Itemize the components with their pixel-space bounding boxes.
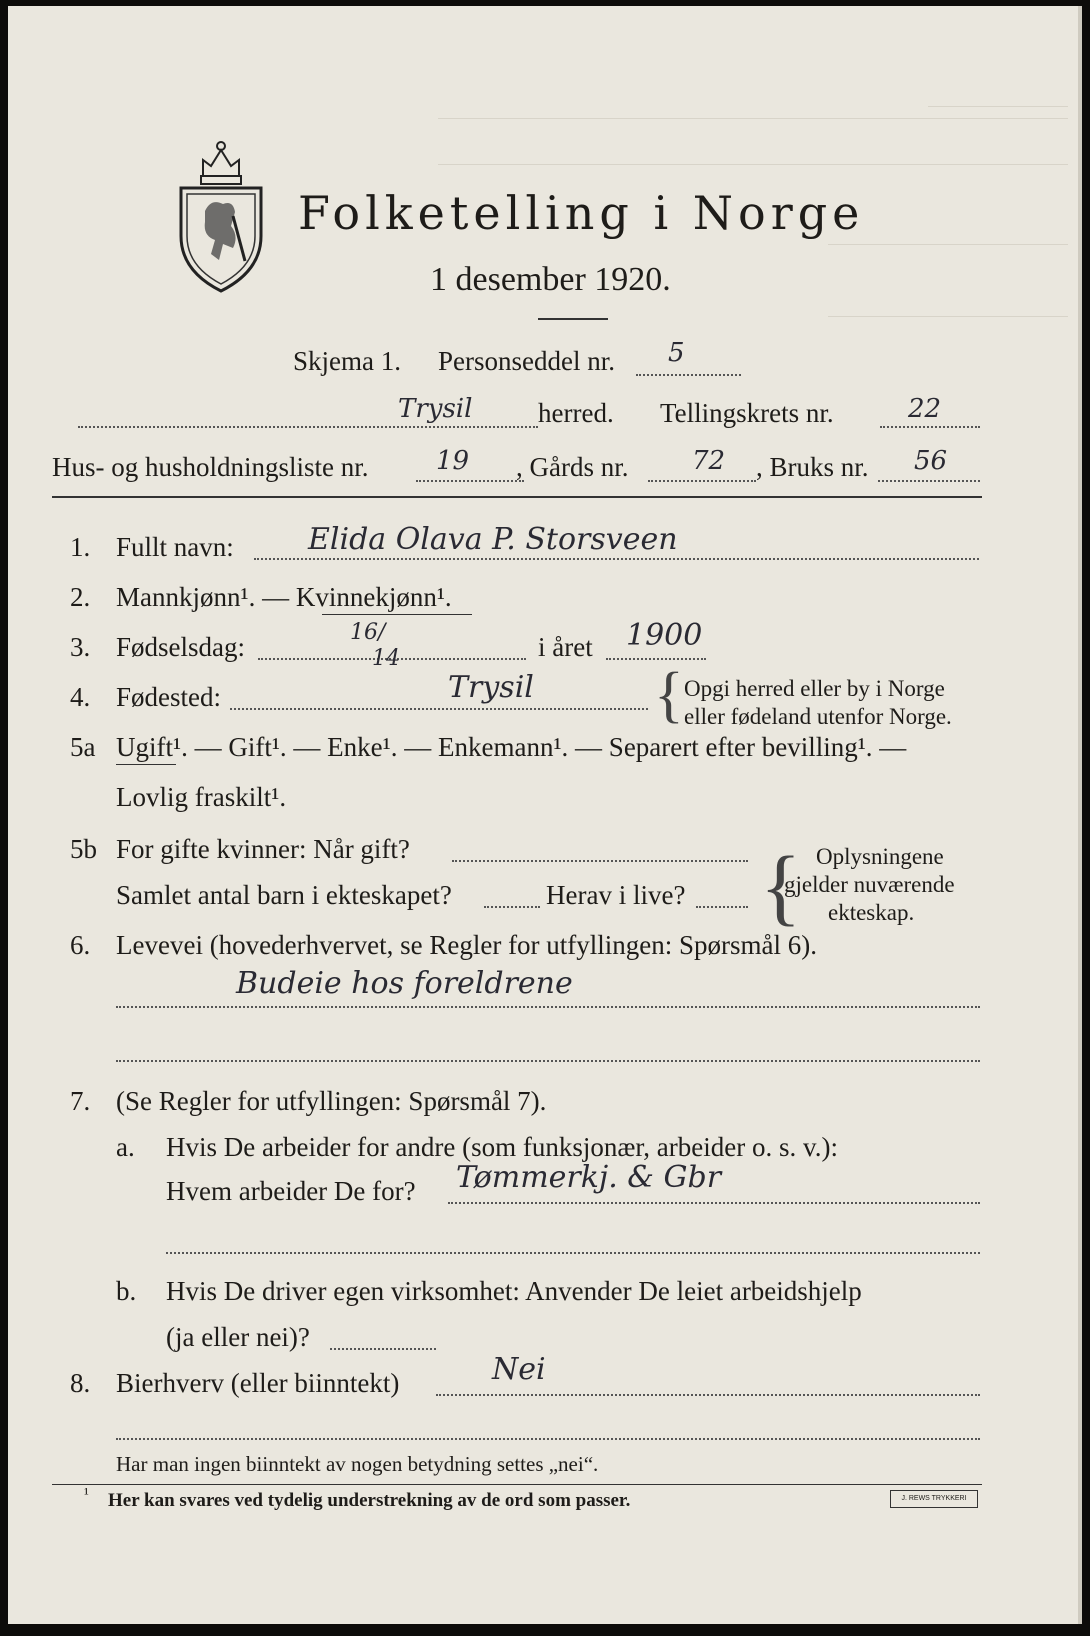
birthday-day-value[interactable]: 16/: [350, 620, 386, 645]
q5b-married-when-label: For gifte kvinner: Når gift?: [116, 834, 410, 864]
q5b-number: 5b: [70, 834, 97, 864]
marital-status-options-line2[interactable]: Lovlig fraskilt¹.: [116, 782, 287, 812]
side-income-dotted-line: [436, 1394, 980, 1396]
q1-number: 1.: [70, 532, 91, 562]
married-when-dotted-line: [452, 860, 748, 862]
children-dotted-line: [484, 906, 540, 908]
alive-dotted-line: [696, 906, 748, 908]
footer-note: Har man ingen biinntekt av nogen betydning settes „nei“.: [116, 1452, 599, 1476]
q5b-note-line3: ekteskap.: [828, 900, 915, 925]
bruks-label: , Bruks nr.: [756, 452, 869, 482]
q5b-note-line2: gjelder nuværende: [784, 872, 955, 897]
gards-value[interactable]: 72: [692, 446, 726, 476]
norwegian-coat-of-arms-icon: [173, 136, 269, 294]
gards-label: , Gårds nr.: [516, 452, 629, 482]
birthplace-dotted-line: [230, 708, 648, 710]
q5b-note-line1: Oplysningene: [816, 844, 944, 869]
q2-number: 2.: [70, 582, 91, 612]
q4-label: Fødested:: [116, 682, 221, 712]
herred-label: herred.: [538, 398, 614, 428]
q8-label: Bierhverv (eller biinntekt): [116, 1368, 400, 1398]
hus-label: Hus- og husholdningsliste nr.: [52, 452, 369, 482]
marital-status-underline: [116, 764, 176, 765]
employer-dotted-line: [448, 1202, 980, 1204]
q3-number: 3.: [70, 632, 91, 662]
footnote-mark: ¹: [84, 1486, 89, 1503]
q7a-employer-label: Hvem arbeider De for?: [166, 1176, 416, 1206]
bleed-through-line: [828, 244, 1068, 245]
bleed-through-line: [928, 106, 1068, 107]
personseddel-dotted-line: [636, 374, 741, 376]
q5a-number: 5a: [70, 732, 96, 762]
q8-number: 8.: [70, 1368, 91, 1398]
title-divider: [538, 318, 608, 320]
year-label: i året: [538, 632, 593, 662]
tellingskrets-dotted-line: [880, 426, 980, 428]
herred-dotted-line: [78, 426, 538, 428]
birthplace-note-line1: Opgi herred eller by i Norge: [684, 676, 945, 701]
birth-year-value[interactable]: 1900: [626, 618, 703, 653]
birthday-month-value[interactable]: 14: [372, 646, 400, 671]
q1-label: Fullt navn:: [116, 532, 234, 562]
q7a-letter: a.: [116, 1132, 135, 1162]
hus-value[interactable]: 19: [436, 446, 470, 476]
q5b-alive-label: Herav i live?: [546, 880, 686, 910]
q7b-line2: (ja eller nei)?: [166, 1322, 310, 1352]
q7-number: 7.: [70, 1086, 91, 1116]
q7-label: (Se Regler for utfyllingen: Spørsmål 7).: [116, 1086, 547, 1116]
census-date: 1 desember 1920.: [430, 261, 671, 298]
gards-dotted-line: [648, 480, 756, 482]
q6-number: 6.: [70, 930, 91, 960]
q3-label: Fødselsdag:: [116, 632, 246, 662]
bleed-through-line: [438, 118, 1068, 119]
q5b-children-label: Samlet antal barn i ekteskapet?: [116, 880, 452, 910]
skjema-label: Skjema 1.: [293, 346, 401, 376]
tellingskrets-value[interactable]: 22: [908, 394, 942, 424]
q7b-letter: b.: [116, 1276, 137, 1306]
census-form-sheet: [8, 6, 1082, 1624]
q6-label: Levevei (hovederhvervet, se Regler for utfyllingen: Spørsmål 6).: [116, 930, 818, 960]
hus-dotted-line: [416, 480, 524, 482]
personseddel-value[interactable]: 5: [668, 338, 685, 368]
form-title: Folketelling i Norge: [298, 186, 865, 240]
birthplace-value[interactable]: Trysil: [448, 670, 534, 705]
header-separator: [52, 496, 982, 498]
q7a-line1: Hvis De arbeider for andre (som funksjonær, arbeider o. s. v.):: [166, 1132, 838, 1162]
employer-dotted-line-2: [166, 1252, 980, 1254]
printer-stamp: J. REWS TRYKKERI: [890, 1490, 978, 1508]
bleed-through-line: [438, 164, 1068, 165]
q1-dotted-line: [254, 558, 979, 560]
employer-value[interactable]: Tømmerkj. & Gbr: [456, 1160, 722, 1195]
q4-number: 4.: [70, 682, 91, 712]
full-name-value[interactable]: Elida Olava P. Storsveen: [308, 522, 678, 557]
brace-symbol: {: [654, 661, 684, 729]
gender-selection-underline: [322, 614, 472, 615]
side-income-dotted-line-2: [116, 1438, 980, 1440]
marital-status-options[interactable]: Ugift¹. — Gift¹. — Enke¹. — Enkemann¹. — Separert efter bevilling¹. —: [116, 732, 907, 762]
gender-options[interactable]: Mannkjønn¹. — Kvinnekjønn¹.: [116, 582, 452, 612]
occupation-dotted-line: [116, 1006, 980, 1008]
occupation-dotted-line-2: [116, 1060, 980, 1062]
brace-symbol: {: [760, 838, 802, 934]
bruks-value[interactable]: 56: [914, 446, 948, 476]
occupation-value[interactable]: Budeie hos foreldrene: [236, 966, 573, 1001]
bruks-dotted-line: [878, 480, 980, 482]
herred-value[interactable]: Trysil: [398, 394, 473, 424]
birthplace-note-line2: eller fødeland utenfor Norge.: [684, 704, 952, 729]
hired-help-dotted-line: [330, 1348, 436, 1350]
tellingskrets-label: Tellingskrets nr.: [660, 398, 834, 428]
footnote: Her kan svares ved tydelig understrekning av de ord som passer.: [108, 1490, 631, 1511]
footer-separator: [52, 1484, 982, 1485]
bleed-through-line: [828, 316, 1068, 317]
q7b-line1: Hvis De driver egen virksomhet: Anvender De leiet arbeidshjelp: [166, 1276, 862, 1306]
side-income-value[interactable]: Nei: [492, 1352, 546, 1387]
personseddel-label: Personseddel nr.: [438, 346, 615, 376]
